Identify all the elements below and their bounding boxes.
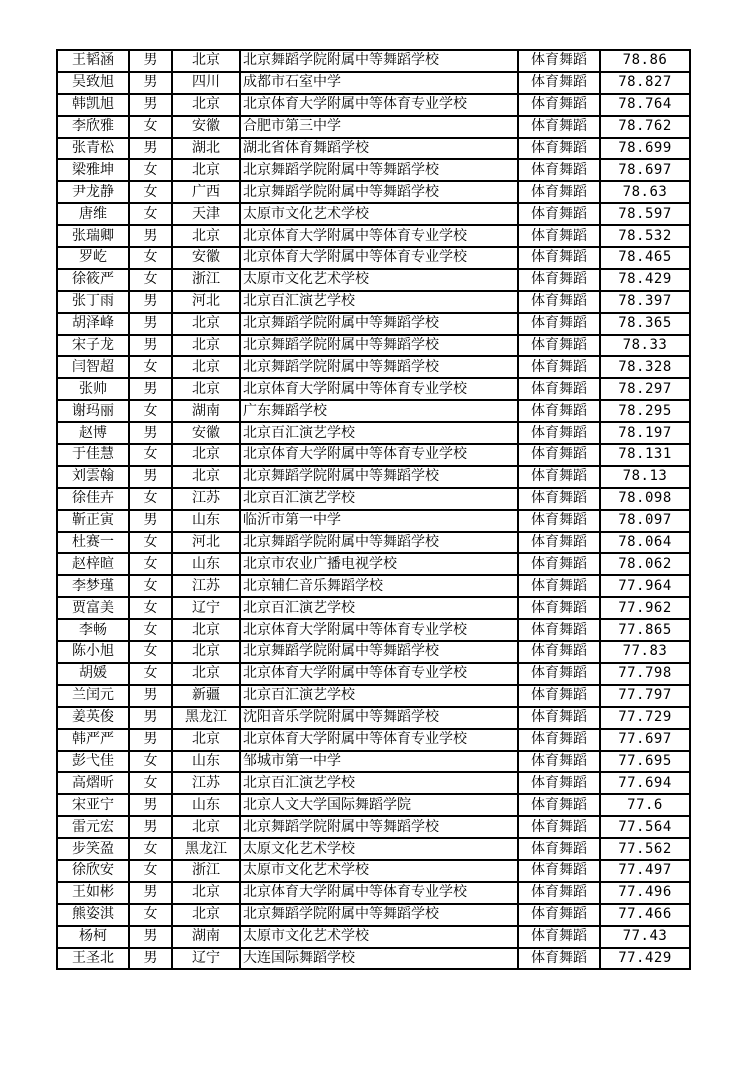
province-cell: 广西 [172,181,240,203]
gender-cell: 男 [129,794,172,816]
category-cell: 体育舞蹈 [518,575,600,597]
table-row [57,751,690,773]
school-cell: 太原市文化艺术学校 [240,860,518,882]
gender-cell: 男 [129,466,172,488]
table-row [57,838,690,860]
gender-cell: 女 [129,247,172,269]
category-cell: 体育舞蹈 [518,203,600,225]
student-name-cell: 韩严严 [57,729,129,751]
score-cell: 78.429 [600,269,690,291]
score-cell: 78.097 [600,510,690,532]
score-cell: 78.064 [600,532,690,554]
category-cell: 体育舞蹈 [518,926,600,948]
school-cell: 太原市文化艺术学校 [240,269,518,291]
gender-cell: 女 [129,904,172,926]
student-name-cell: 谢玛丽 [57,400,129,422]
province-cell: 北京 [172,50,240,72]
score-cell: 78.465 [600,247,690,269]
student-name-cell: 李畅 [57,619,129,641]
score-cell: 78.597 [600,203,690,225]
province-cell: 北京 [172,663,240,685]
category-cell: 体育舞蹈 [518,663,600,685]
school-cell: 北京舞蹈学院附属中等舞蹈学校 [240,532,518,554]
gender-cell: 女 [129,619,172,641]
gender-cell: 女 [129,860,172,882]
score-cell: 78.197 [600,422,690,444]
province-cell: 北京 [172,619,240,641]
province-cell: 山东 [172,553,240,575]
province-cell: 河北 [172,291,240,313]
province-cell: 山东 [172,510,240,532]
province-cell: 北京 [172,159,240,181]
school-cell: 北京舞蹈学院附属中等舞蹈学校 [240,50,518,72]
score-cell: 78.33 [600,335,690,357]
gender-cell: 女 [129,356,172,378]
gender-cell: 男 [129,882,172,904]
student-name-cell: 张帅 [57,378,129,400]
score-cell: 77.797 [600,685,690,707]
score-cell: 77.697 [600,729,690,751]
school-cell: 太原市文化艺术学校 [240,203,518,225]
table-row [57,575,690,597]
category-cell: 体育舞蹈 [518,904,600,926]
score-cell: 77.695 [600,751,690,773]
school-cell: 北京体育大学附属中等体育专业学校 [240,729,518,751]
school-cell: 北京体育大学附属中等体育专业学校 [240,378,518,400]
province-cell: 江苏 [172,772,240,794]
province-cell: 浙江 [172,269,240,291]
table-row [57,138,690,160]
score-cell: 77.564 [600,816,690,838]
table-row [57,94,690,116]
results-table [56,49,691,970]
school-cell: 北京体育大学附属中等体育专业学校 [240,225,518,247]
school-cell: 北京百汇演艺学校 [240,597,518,619]
gender-cell: 女 [129,597,172,619]
province-cell: 北京 [172,313,240,335]
results-table-body [57,50,690,969]
gender-cell: 男 [129,94,172,116]
school-cell: 北京舞蹈学院附属中等舞蹈学校 [240,181,518,203]
score-cell: 78.13 [600,466,690,488]
category-cell: 体育舞蹈 [518,159,600,181]
school-cell: 湖北省体育舞蹈学校 [240,138,518,160]
category-cell: 体育舞蹈 [518,488,600,510]
gender-cell: 女 [129,488,172,510]
school-cell: 北京舞蹈学院附属中等舞蹈学校 [240,356,518,378]
score-cell: 78.63 [600,181,690,203]
student-name-cell: 胡泽峰 [57,313,129,335]
table-row [57,466,690,488]
school-cell: 北京舞蹈学院附属中等舞蹈学校 [240,335,518,357]
student-name-cell: 杨柯 [57,926,129,948]
category-cell: 体育舞蹈 [518,838,600,860]
score-cell: 78.098 [600,488,690,510]
gender-cell: 男 [129,335,172,357]
province-cell: 安徽 [172,116,240,138]
student-name-cell: 赵梓暄 [57,553,129,575]
province-cell: 江苏 [172,575,240,597]
score-cell: 78.827 [600,72,690,94]
table-row [57,313,690,335]
student-name-cell: 贾富美 [57,597,129,619]
gender-cell: 女 [129,641,172,663]
gender-cell: 女 [129,400,172,422]
province-cell: 北京 [172,882,240,904]
table-row [57,400,690,422]
score-cell: 78.86 [600,50,690,72]
student-name-cell: 尹龙静 [57,181,129,203]
school-cell: 北京舞蹈学院附属中等舞蹈学校 [240,159,518,181]
score-cell: 77.466 [600,904,690,926]
table-row [57,685,690,707]
province-cell: 北京 [172,816,240,838]
student-name-cell: 唐维 [57,203,129,225]
school-cell: 北京体育大学附属中等体育专业学校 [240,663,518,685]
province-cell: 北京 [172,356,240,378]
gender-cell: 男 [129,422,172,444]
category-cell: 体育舞蹈 [518,619,600,641]
table-row [57,926,690,948]
province-cell: 北京 [172,641,240,663]
category-cell: 体育舞蹈 [518,50,600,72]
score-cell: 78.295 [600,400,690,422]
student-name-cell: 刘雲翰 [57,466,129,488]
student-name-cell: 闫智超 [57,356,129,378]
category-cell: 体育舞蹈 [518,313,600,335]
student-name-cell: 张瑞卿 [57,225,129,247]
table-row [57,729,690,751]
gender-cell: 女 [129,663,172,685]
category-cell: 体育舞蹈 [518,72,600,94]
table-row [57,116,690,138]
school-cell: 北京市农业广播电视学校 [240,553,518,575]
table-row [57,203,690,225]
student-name-cell: 于佳慧 [57,444,129,466]
province-cell: 北京 [172,729,240,751]
table-row [57,510,690,532]
student-name-cell: 梁雅坤 [57,159,129,181]
province-cell: 湖南 [172,400,240,422]
category-cell: 体育舞蹈 [518,729,600,751]
gender-cell: 女 [129,116,172,138]
student-name-cell: 宋亚宁 [57,794,129,816]
school-cell: 北京体育大学附属中等体育专业学校 [240,247,518,269]
gender-cell: 女 [129,269,172,291]
gender-cell: 女 [129,553,172,575]
school-cell: 北京百汇演艺学校 [240,685,518,707]
school-cell: 北京舞蹈学院附属中等舞蹈学校 [240,904,518,926]
category-cell: 体育舞蹈 [518,181,600,203]
school-cell: 北京体育大学附属中等体育专业学校 [240,619,518,641]
school-cell: 广东舞蹈学校 [240,400,518,422]
table-row [57,532,690,554]
score-cell: 77.962 [600,597,690,619]
table-row [57,882,690,904]
table-row [57,291,690,313]
province-cell: 山东 [172,751,240,773]
province-cell: 黑龙江 [172,838,240,860]
school-cell: 合肥市第三中学 [240,116,518,138]
category-cell: 体育舞蹈 [518,882,600,904]
school-cell: 北京舞蹈学院附属中等舞蹈学校 [240,466,518,488]
score-cell: 78.762 [600,116,690,138]
province-cell: 北京 [172,444,240,466]
student-name-cell: 张丁雨 [57,291,129,313]
category-cell: 体育舞蹈 [518,510,600,532]
table-row [57,772,690,794]
student-name-cell: 彭弋佳 [57,751,129,773]
province-cell: 北京 [172,94,240,116]
student-name-cell: 高熠昕 [57,772,129,794]
table-row [57,794,690,816]
category-cell: 体育舞蹈 [518,247,600,269]
province-cell: 北京 [172,466,240,488]
table-row [57,378,690,400]
category-cell: 体育舞蹈 [518,794,600,816]
school-cell: 北京体育大学附属中等体育专业学校 [240,882,518,904]
category-cell: 体育舞蹈 [518,378,600,400]
gender-cell: 男 [129,72,172,94]
school-cell: 北京舞蹈学院附属中等舞蹈学校 [240,816,518,838]
student-name-cell: 李欣雅 [57,116,129,138]
score-cell: 78.699 [600,138,690,160]
gender-cell: 男 [129,378,172,400]
gender-cell: 男 [129,225,172,247]
table-row [57,860,690,882]
province-cell: 山东 [172,794,240,816]
gender-cell: 男 [129,707,172,729]
gender-cell: 女 [129,159,172,181]
score-cell: 78.397 [600,291,690,313]
school-cell: 北京百汇演艺学校 [240,422,518,444]
student-name-cell: 熊姿淇 [57,904,129,926]
score-cell: 77.496 [600,882,690,904]
category-cell: 体育舞蹈 [518,335,600,357]
student-name-cell: 徐欣安 [57,860,129,882]
table-row [57,619,690,641]
province-cell: 辽宁 [172,597,240,619]
category-cell: 体育舞蹈 [518,400,600,422]
student-name-cell: 雷元宏 [57,816,129,838]
gender-cell: 男 [129,50,172,72]
student-name-cell: 李梦瑾 [57,575,129,597]
gender-cell: 男 [129,313,172,335]
table-row [57,181,690,203]
student-name-cell: 杜赛一 [57,532,129,554]
province-cell: 安徽 [172,247,240,269]
gender-cell: 男 [129,926,172,948]
school-cell: 北京辅仁音乐舞蹈学校 [240,575,518,597]
category-cell: 体育舞蹈 [518,597,600,619]
province-cell: 黑龙江 [172,707,240,729]
student-name-cell: 胡媛 [57,663,129,685]
gender-cell: 男 [129,138,172,160]
school-cell: 北京百汇演艺学校 [240,488,518,510]
province-cell: 四川 [172,72,240,94]
score-cell: 77.865 [600,619,690,641]
student-name-cell: 赵博 [57,422,129,444]
category-cell: 体育舞蹈 [518,948,600,970]
gender-cell: 女 [129,772,172,794]
score-cell: 78.328 [600,356,690,378]
student-name-cell: 姜英俊 [57,707,129,729]
student-name-cell: 罗屹 [57,247,129,269]
score-cell: 77.83 [600,641,690,663]
score-cell: 77.429 [600,948,690,970]
category-cell: 体育舞蹈 [518,772,600,794]
student-name-cell: 张青松 [57,138,129,160]
category-cell: 体育舞蹈 [518,532,600,554]
category-cell: 体育舞蹈 [518,422,600,444]
gender-cell: 女 [129,181,172,203]
gender-cell: 男 [129,816,172,838]
school-cell: 北京体育大学附属中等体育专业学校 [240,94,518,116]
province-cell: 北京 [172,378,240,400]
gender-cell: 女 [129,444,172,466]
score-cell: 78.697 [600,159,690,181]
student-name-cell: 徐筱严 [57,269,129,291]
school-cell: 北京舞蹈学院附属中等舞蹈学校 [240,313,518,335]
province-cell: 北京 [172,904,240,926]
student-name-cell: 靳正寅 [57,510,129,532]
gender-cell: 男 [129,291,172,313]
category-cell: 体育舞蹈 [518,751,600,773]
table-row [57,444,690,466]
student-name-cell: 徐佳卉 [57,488,129,510]
gender-cell: 女 [129,751,172,773]
score-cell: 77.964 [600,575,690,597]
table-row [57,422,690,444]
category-cell: 体育舞蹈 [518,269,600,291]
student-name-cell: 王圣北 [57,948,129,970]
table-row [57,904,690,926]
gender-cell: 女 [129,203,172,225]
category-cell: 体育舞蹈 [518,138,600,160]
province-cell: 湖北 [172,138,240,160]
gender-cell: 男 [129,685,172,707]
score-cell: 77.497 [600,860,690,882]
school-cell: 沈阳音乐学院附属中等舞蹈学校 [240,707,518,729]
school-cell: 太原市文化艺术学校 [240,926,518,948]
category-cell: 体育舞蹈 [518,291,600,313]
table-row [57,50,690,72]
table-row [57,641,690,663]
province-cell: 北京 [172,335,240,357]
province-cell: 浙江 [172,860,240,882]
score-cell: 78.764 [600,94,690,116]
score-cell: 78.532 [600,225,690,247]
gender-cell: 男 [129,729,172,751]
student-name-cell: 王韬涵 [57,50,129,72]
table-row [57,707,690,729]
table-row [57,553,690,575]
table-row [57,356,690,378]
score-cell: 78.365 [600,313,690,335]
province-cell: 辽宁 [172,948,240,970]
table-row [57,948,690,970]
school-cell: 临沂市第一中学 [240,510,518,532]
gender-cell: 女 [129,532,172,554]
gender-cell: 男 [129,948,172,970]
category-cell: 体育舞蹈 [518,444,600,466]
score-cell: 78.297 [600,378,690,400]
gender-cell: 男 [129,510,172,532]
table-row [57,72,690,94]
school-cell: 北京舞蹈学院附属中等舞蹈学校 [240,641,518,663]
category-cell: 体育舞蹈 [518,707,600,729]
school-cell: 北京百汇演艺学校 [240,772,518,794]
province-cell: 河北 [172,532,240,554]
school-cell: 邹城市第一中学 [240,751,518,773]
table-row [57,335,690,357]
province-cell: 新疆 [172,685,240,707]
category-cell: 体育舞蹈 [518,466,600,488]
student-name-cell: 陈小旭 [57,641,129,663]
table-row [57,225,690,247]
score-cell: 77.729 [600,707,690,729]
category-cell: 体育舞蹈 [518,641,600,663]
student-name-cell: 韩凯旭 [57,94,129,116]
table-row [57,816,690,838]
school-cell: 北京百汇演艺学校 [240,291,518,313]
student-name-cell: 步笑盈 [57,838,129,860]
school-cell: 北京体育大学附属中等体育专业学校 [240,444,518,466]
table-row [57,663,690,685]
table-row [57,247,690,269]
student-name-cell: 宋子龙 [57,335,129,357]
category-cell: 体育舞蹈 [518,685,600,707]
student-name-cell: 兰闰元 [57,685,129,707]
province-cell: 江苏 [172,488,240,510]
province-cell: 湖南 [172,926,240,948]
table-row [57,597,690,619]
table-row [57,269,690,291]
score-cell: 78.131 [600,444,690,466]
score-cell: 77.43 [600,926,690,948]
student-name-cell: 吴致旭 [57,72,129,94]
gender-cell: 女 [129,838,172,860]
score-cell: 77.694 [600,772,690,794]
table-row [57,159,690,181]
category-cell: 体育舞蹈 [518,816,600,838]
school-cell: 太原文化艺术学校 [240,838,518,860]
school-cell: 北京人文大学国际舞蹈学院 [240,794,518,816]
school-cell: 成都市石室中学 [240,72,518,94]
category-cell: 体育舞蹈 [518,356,600,378]
gender-cell: 女 [129,575,172,597]
category-cell: 体育舞蹈 [518,225,600,247]
province-cell: 安徽 [172,422,240,444]
category-cell: 体育舞蹈 [518,860,600,882]
school-cell: 大连国际舞蹈学校 [240,948,518,970]
student-name-cell: 王如彬 [57,882,129,904]
score-cell: 77.6 [600,794,690,816]
province-cell: 北京 [172,225,240,247]
score-cell: 77.798 [600,663,690,685]
table-row [57,488,690,510]
category-cell: 体育舞蹈 [518,116,600,138]
category-cell: 体育舞蹈 [518,94,600,116]
category-cell: 体育舞蹈 [518,553,600,575]
score-cell: 78.062 [600,553,690,575]
province-cell: 天津 [172,203,240,225]
score-cell: 77.562 [600,838,690,860]
